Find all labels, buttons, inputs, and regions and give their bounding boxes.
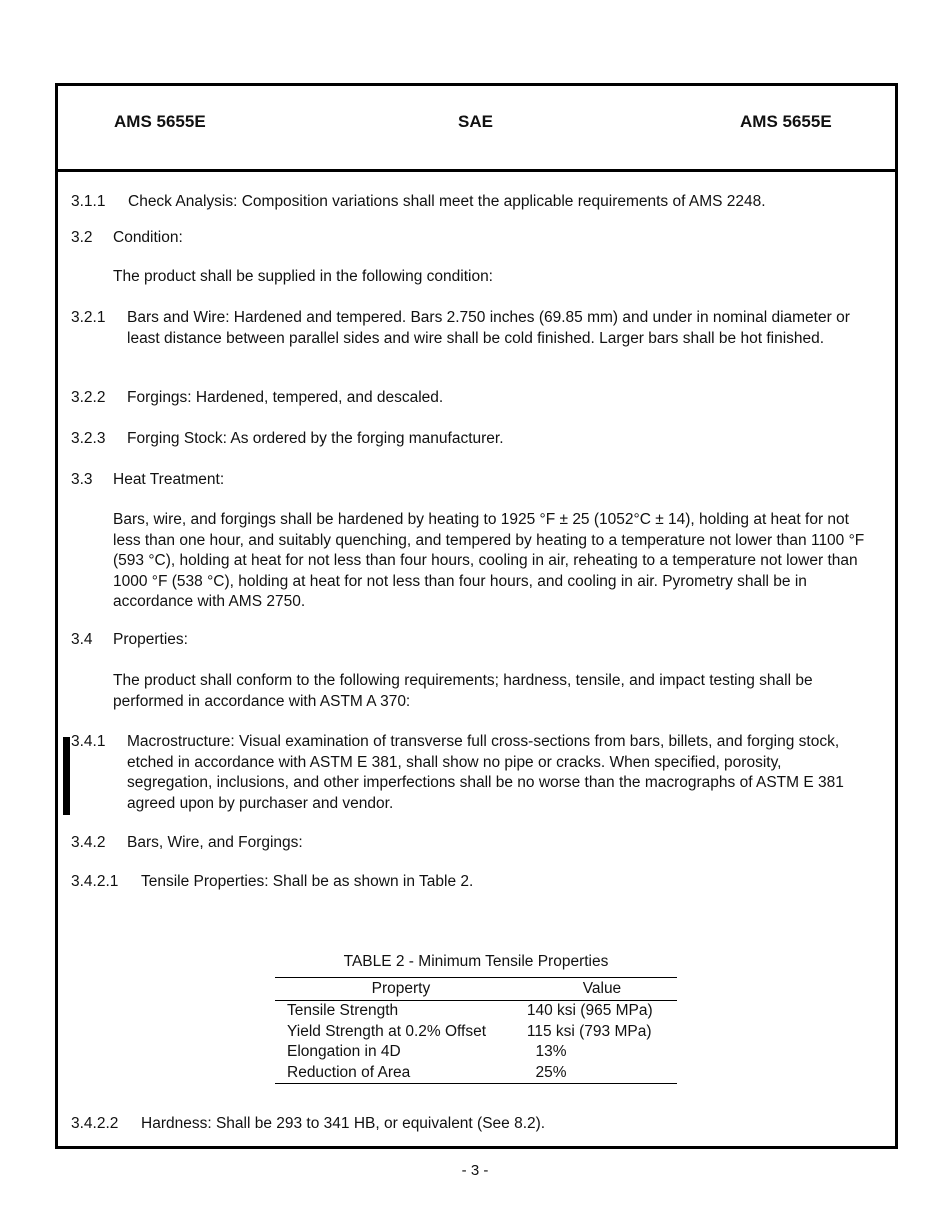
section-text: Forgings: Hardened, tempered, and descaled. — [127, 389, 444, 406]
section-number: 3.2 — [71, 229, 93, 246]
section-text: Tensile Properties: Shall be as shown in Table 2. — [141, 873, 474, 890]
section-3-2-3 — [71, 429, 871, 450]
page-number: - 3 - — [461, 1162, 489, 1179]
section-3-4-2-2 — [71, 1114, 871, 1135]
cell-property: Reduction of Area — [275, 1063, 527, 1084]
section-3-3 — [71, 470, 871, 491]
section-text: Macrostructure: Visual examination of transverse full cross-sections from bars, billets, and forging stock, etched in accordance with ASTM E 381, shall show no pipe or cracks. When specified, porosity, segregation, inclusions, and other imperfections shall be no worse than the macrographs of ASTM E 381 agreed upon by purchaser and vendor. — [127, 733, 844, 812]
section-number: 3.1.1 — [71, 193, 106, 210]
cell-value: 115 ksi (793 MPa) — [526, 1022, 652, 1040]
section-3-4 — [71, 630, 871, 651]
cell-property: Tensile Strength — [287, 1002, 399, 1019]
section-text: Forging Stock: As ordered by the forging manufacturer. — [127, 430, 504, 447]
section-3-2-1 — [71, 308, 871, 349]
table-row — [275, 1042, 677, 1063]
section-3-2 — [71, 228, 871, 249]
section-number: 3.4.2.1 — [71, 873, 119, 890]
table-row — [275, 1022, 677, 1043]
section-text: Bars, Wire, and Forgings: — [127, 834, 303, 851]
paragraph: The product shall conform to the following requirements; hardness, tensile, and impact testing shall be performed in accordance with ASTM A 370: — [113, 672, 813, 710]
section-number: 3.2.1 — [71, 309, 106, 326]
section-text: Condition: — [113, 229, 183, 246]
section-text: Bars and Wire: Hardened and tempered. Bars 2.750 inches (69.85 mm) and under in nominal diameter or least distance between parallel sides and wire shall be cold finished. Larger bars shall be hot finished. — [127, 309, 850, 347]
section-number: 3.4.2.2 — [71, 1115, 119, 1132]
section-number: 3.2.2 — [71, 389, 106, 406]
cell-property: Elongation in 4D — [287, 1043, 401, 1060]
section-text: Heat Treatment: — [113, 471, 225, 488]
section-number: 3.4.1 — [71, 733, 106, 750]
paragraph: Bars, wire, and forgings shall be hardened by heating to 1925 °F ± 25 (1052°C ± 14), holding at heat for not less than one hour, and suitably quenching, and tempered by heating to a temperature not lower than 1100 °F (593 °C), holding at heat for not less than four hours, cooling in air, reheating to a temperature not lower than 1000 °F (538 °C), holding at heat for not less than four hours, and cooling in air. Pyrometry shall be in accordance with AMS 2750. — [113, 511, 865, 610]
table-caption: TABLE 2 - Minimum Tensile Properties — [343, 953, 609, 970]
section-3-4-2-1 — [71, 872, 871, 893]
paragraph: The product shall be supplied in the following condition: — [113, 268, 493, 285]
section-text: Properties: — [113, 631, 188, 648]
section-number: 3.4 — [71, 631, 93, 648]
table-header-value: Value — [527, 978, 677, 1001]
section-3-2-2 — [71, 388, 871, 409]
section-text: Check Analysis: Composition variations shall meet the applicable requirements of AMS 2248. — [128, 193, 766, 210]
tensile-properties-table — [275, 977, 677, 1084]
header-org: SAE — [458, 112, 493, 131]
page-header — [58, 86, 895, 172]
section-3-4-1 — [71, 732, 871, 814]
revision-change-bar — [63, 737, 70, 815]
table-row — [275, 1063, 677, 1084]
section-3-4-2 — [71, 833, 871, 854]
section-number: 3.3 — [71, 471, 93, 488]
cell-value: 140 ksi (965 MPa) — [526, 1002, 653, 1019]
table-row — [275, 1001, 677, 1022]
header-doc-id-left: AMS 5655E — [114, 112, 206, 131]
cell-value: 25% — [527, 1063, 677, 1084]
header-doc-id-right: AMS 5655E — [740, 112, 832, 131]
table-header-property: Property — [275, 978, 527, 1001]
page-frame — [55, 83, 898, 1149]
cell-property: Yield Strength at 0.2% Offset — [287, 1022, 487, 1040]
section-text: Hardness: Shall be 293 to 341 HB, or equivalent (See 8.2). — [141, 1115, 546, 1132]
section-3-1-1 — [71, 192, 871, 213]
section-number: 3.2.3 — [71, 430, 106, 447]
section-number: 3.4.2 — [71, 834, 106, 851]
cell-value: 13% — [526, 1043, 567, 1060]
